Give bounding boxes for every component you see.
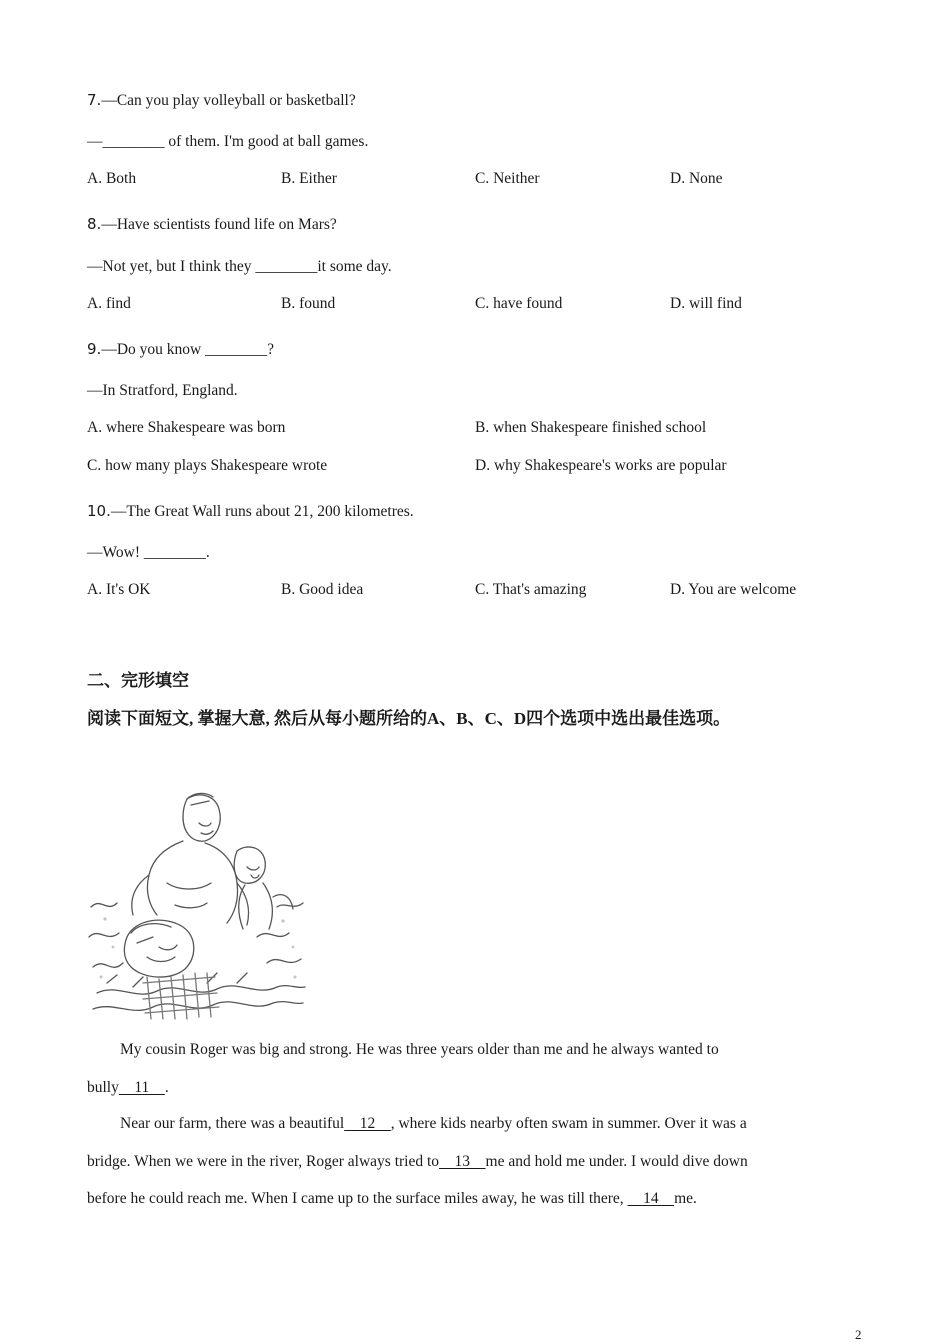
q9-number: 9. xyxy=(87,340,102,358)
q10-option-d: D. You are welcome xyxy=(670,581,797,598)
blank-11: 11 xyxy=(118,1079,165,1096)
q8-option-c: C. have found xyxy=(475,295,563,312)
passage-line-2: bully 11 . xyxy=(87,1079,169,1096)
q7-answer: —________ of them. I'm good at ball games. xyxy=(87,133,369,150)
q9-option-a: A. where Shakespeare was born xyxy=(87,419,286,436)
q7-prompt: 7.—Can you play volleyball or basketball? xyxy=(87,91,356,109)
q8-prompt: 8.—Have scientists found life on Mars? xyxy=(87,215,337,233)
q9-prompt: 9.—Do you know ________? xyxy=(87,340,274,358)
page-number: 2 xyxy=(855,1327,862,1342)
q8-answer: —Not yet, but I think they ________it some day. xyxy=(87,258,392,275)
passage-line-5: before he could reach me. When I came up to the surface miles away, he was till there, 14 me. xyxy=(87,1190,697,1207)
blank-14: 14 xyxy=(627,1190,675,1207)
q9-option-d: D. why Shakespeare's works are popular xyxy=(475,457,727,474)
q10-option-a: A. It's OK xyxy=(87,581,151,598)
q10-option-c: C. That's amazing xyxy=(475,581,587,598)
q10-option-b: B. Good idea xyxy=(281,581,364,598)
q8-option-d: D. will find xyxy=(670,295,742,312)
blank-13: 13 xyxy=(439,1153,486,1170)
q9-option-b: B. when Shakespeare finished school xyxy=(475,419,707,436)
q10-prompt: 10.—The Great Wall runs about 21, 200 kilometres. xyxy=(87,502,414,520)
q8-number: 8. xyxy=(87,215,102,233)
blank-12: 12 xyxy=(344,1115,391,1132)
q7-number: 7. xyxy=(87,91,102,109)
q10-answer: —Wow! ________. xyxy=(87,544,210,561)
q9-answer: —In Stratford, England. xyxy=(87,382,238,399)
section-title: 二、完形填空 xyxy=(87,671,189,690)
q7-option-c: C. Neither xyxy=(475,170,540,187)
passage-line-4: bridge. When we were in the river, Roger always tried to 13 me and hold me under. I would dive down xyxy=(87,1153,748,1170)
q7-option-b: B. Either xyxy=(281,170,337,187)
passage-line-3: Near our farm, there was a beautiful 12 , where kids nearby often swam in summer. Over it was a xyxy=(120,1115,747,1132)
q7-option-a: A. Both xyxy=(87,170,137,187)
q8-option-a: A. find xyxy=(87,295,131,312)
section-instruction: 阅读下面短文, 掌握大意, 然后从每小题所给的A、B、C、D四个选项中选出最佳选项。 xyxy=(87,709,731,728)
q10-number: 10. xyxy=(87,502,111,520)
passage-line-1: My cousin Roger was big and strong. He was three years older than me and he always wanted to xyxy=(120,1041,719,1058)
q9-option-c: C. how many plays Shakespeare wrote xyxy=(87,457,328,474)
river-swimming-illustration xyxy=(87,787,309,1022)
q7-option-d: D. None xyxy=(670,170,723,187)
q8-option-b: B. found xyxy=(281,295,336,312)
